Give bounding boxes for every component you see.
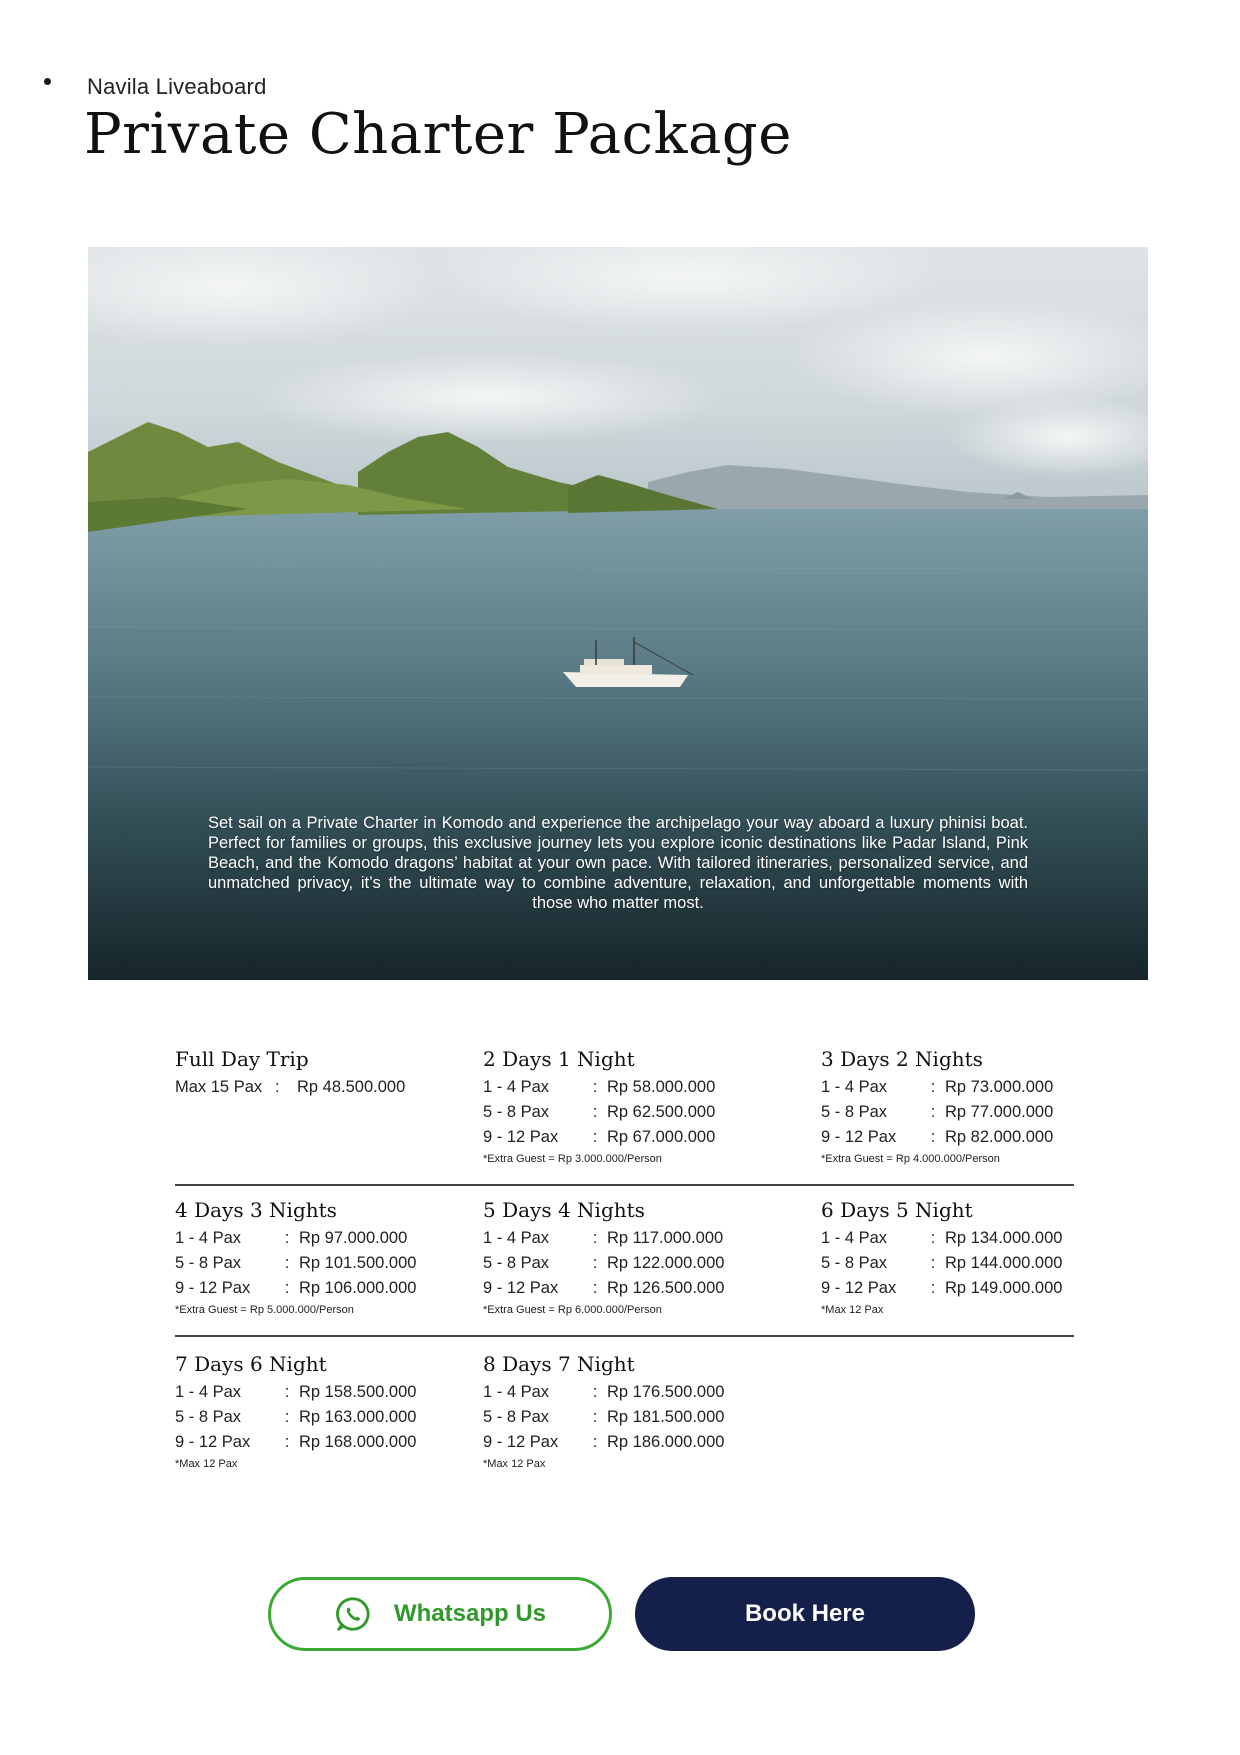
section-divider (175, 1184, 1074, 1186)
package-8-days-7-night (483, 1352, 724, 1470)
price-row (483, 1380, 724, 1405)
price-row (175, 1226, 416, 1251)
colon: : (930, 1103, 936, 1121)
package-note: *Extra Guest = Rp 4.000.000/Person (821, 1153, 1000, 1165)
colon: : (284, 1433, 290, 1451)
price-value: Rp 101.500.000 (299, 1254, 417, 1272)
package-note: *Max 12 Pax (483, 1458, 546, 1470)
price-row (175, 1276, 416, 1301)
pax-label: Max 15 Pax (175, 1078, 263, 1096)
price-value: Rp 97.000.000 (299, 1229, 408, 1247)
book-button-label: Book Here (744, 1600, 866, 1627)
book-here-button[interactable] (635, 1577, 975, 1651)
package-full-day-trip (175, 1047, 405, 1100)
colon: : (275, 1078, 280, 1096)
colon: : (284, 1383, 290, 1401)
package-title: Full Day Trip (175, 1047, 309, 1071)
package-title: 7 Days 6 Night (175, 1352, 327, 1376)
section-divider (175, 1335, 1074, 1337)
pax-label: 1 - 4 Pax (175, 1383, 242, 1401)
pax-label: 1 - 4 Pax (483, 1229, 550, 1247)
package-note: *Max 12 Pax (175, 1458, 238, 1470)
price-row (821, 1251, 1062, 1276)
price-value: Rp 181.500.000 (607, 1408, 725, 1426)
colon: : (284, 1408, 290, 1426)
price-value: Rp 122.000.000 (607, 1254, 725, 1272)
price-value: Rp 149.000.000 (945, 1279, 1063, 1297)
package-note: *Extra Guest = Rp 5.000.000/Person (175, 1304, 354, 1316)
package-4-days-3-nights (175, 1198, 416, 1316)
price-value: Rp 48.500.000 (297, 1078, 406, 1096)
pax-label: 1 - 4 Pax (175, 1229, 242, 1247)
package-title: 6 Days 5 Night (821, 1198, 973, 1222)
pax-label: 1 - 4 Pax (821, 1229, 888, 1247)
pax-label: 9 - 12 Pax (175, 1433, 251, 1451)
price-row (483, 1100, 715, 1125)
package-2-days-1-night (483, 1047, 715, 1165)
price-row (483, 1251, 724, 1276)
price-row (821, 1075, 1053, 1100)
price-row (821, 1125, 1053, 1150)
whatsapp-button[interactable] (268, 1577, 612, 1651)
price-value: Rp 58.000.000 (607, 1078, 716, 1096)
price-value: Rp 176.500.000 (607, 1383, 725, 1401)
colon: : (592, 1103, 598, 1121)
price-value: Rp 168.000.000 (299, 1433, 417, 1451)
price-value: Rp 134.000.000 (945, 1229, 1063, 1247)
hero-image (88, 247, 1148, 980)
price-value: Rp 186.000.000 (607, 1433, 725, 1451)
price-row (483, 1430, 724, 1455)
pax-label: 1 - 4 Pax (483, 1383, 550, 1401)
price-value: Rp 73.000.000 (945, 1078, 1054, 1096)
brand-name: Navila Liveaboard (87, 74, 267, 99)
colon: : (592, 1383, 598, 1401)
pax-label: 5 - 8 Pax (821, 1103, 888, 1121)
pax-label: 9 - 12 Pax (821, 1128, 897, 1146)
pax-label: 9 - 12 Pax (175, 1279, 251, 1297)
pax-label: 9 - 12 Pax (821, 1279, 897, 1297)
price-value: Rp 106.000.000 (299, 1279, 417, 1297)
colon: : (930, 1128, 936, 1146)
bullet-dot (44, 78, 51, 85)
price-row (483, 1276, 724, 1301)
package-3-days-2-nights (821, 1047, 1053, 1165)
price-row (821, 1100, 1053, 1125)
pax-label: 9 - 12 Pax (483, 1433, 559, 1451)
pax-label: 5 - 8 Pax (821, 1254, 888, 1272)
package-title: 8 Days 7 Night (483, 1352, 635, 1376)
colon: : (592, 1078, 598, 1096)
pax-label: 5 - 8 Pax (483, 1254, 550, 1272)
package-title: 3 Days 2 Nights (821, 1047, 983, 1071)
price-row (175, 1380, 416, 1405)
pax-label: 5 - 8 Pax (175, 1408, 242, 1426)
colon: : (284, 1229, 290, 1247)
price-row (483, 1125, 715, 1150)
price-row (821, 1226, 1062, 1251)
package-note: *Max 12 Pax (821, 1304, 884, 1316)
colon: : (930, 1254, 936, 1272)
pax-label: 9 - 12 Pax (483, 1279, 559, 1297)
price-value: Rp 62.500.000 (607, 1103, 716, 1121)
page-title: Private Charter Package (84, 102, 792, 167)
colon: : (930, 1229, 936, 1247)
colon: : (284, 1279, 290, 1297)
package-note: *Extra Guest = Rp 3.000.000/Person (483, 1153, 662, 1165)
pax-label: 5 - 8 Pax (483, 1103, 550, 1121)
price-row (175, 1430, 416, 1455)
pax-label: 5 - 8 Pax (483, 1408, 550, 1426)
price-value: Rp 158.500.000 (299, 1383, 417, 1401)
colon: : (592, 1229, 598, 1247)
price-row (483, 1075, 715, 1100)
package-title: 4 Days 3 Nights (175, 1198, 337, 1222)
pax-label: 9 - 12 Pax (483, 1128, 559, 1146)
price-row (821, 1276, 1062, 1301)
package-7-days-6-night (175, 1352, 416, 1470)
colon: : (592, 1408, 598, 1426)
pax-label: 1 - 4 Pax (483, 1078, 550, 1096)
hero-description: Set sail on a Private Charter in Komodo and experience the archipelago your way aboard a luxury phinisi boat. Perfect for families or groups, this exclusive journey lets you explore iconic destinations like Padar Island, Pink Beach, and the Komodo dragons’ habitat at your own pace. With tailored itineraries, personalized service, and unmatched privacy, it’s the ultimate way to combine adventure, relaxation, and unforgettable moments with those who matter most. (208, 814, 1028, 912)
package-6-days-5-night (821, 1198, 1062, 1316)
colon: : (930, 1078, 936, 1096)
price-value: Rp 82.000.000 (945, 1128, 1054, 1146)
price-value: Rp 144.000.000 (945, 1254, 1063, 1272)
price-row (483, 1405, 724, 1430)
price-value: Rp 67.000.000 (607, 1128, 716, 1146)
package-title: 2 Days 1 Night (483, 1047, 635, 1071)
colon: : (592, 1433, 598, 1451)
price-row (175, 1405, 416, 1430)
whatsapp-button-label: Whatsapp Us (393, 1600, 546, 1627)
colon: : (284, 1254, 290, 1272)
colon: : (592, 1254, 598, 1272)
price-value: Rp 163.000.000 (299, 1408, 417, 1426)
price-value: Rp 77.000.000 (945, 1103, 1054, 1121)
package-5-days-4-nights (483, 1198, 724, 1316)
colon: : (592, 1128, 598, 1146)
whatsapp-icon (334, 1595, 372, 1633)
colon: : (592, 1279, 598, 1297)
price-row (483, 1226, 724, 1251)
price-value: Rp 117.000.000 (607, 1229, 724, 1247)
package-note: *Extra Guest = Rp 6.000.000/Person (483, 1304, 662, 1316)
colon: : (930, 1279, 936, 1297)
price-row (175, 1075, 405, 1100)
price-row (175, 1251, 416, 1276)
price-value: Rp 126.500.000 (607, 1279, 725, 1297)
package-title: 5 Days 4 Nights (483, 1198, 645, 1222)
pax-label: 1 - 4 Pax (821, 1078, 888, 1096)
pax-label: 5 - 8 Pax (175, 1254, 242, 1272)
